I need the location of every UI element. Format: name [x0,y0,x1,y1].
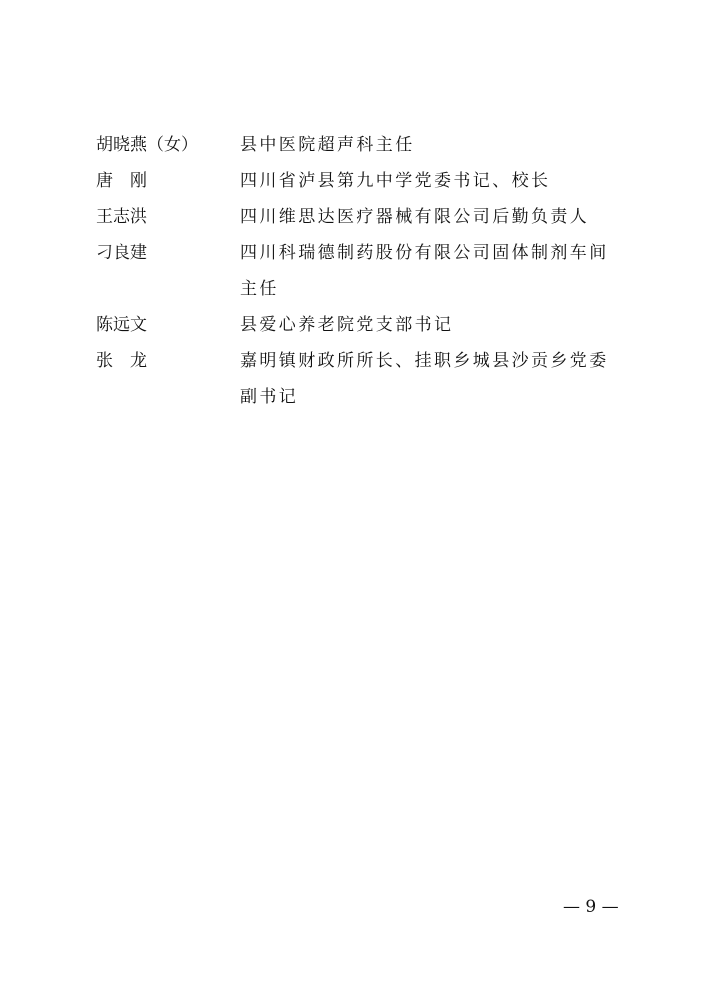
list-item [96,163,626,199]
member-name: 唐 刚 [96,171,147,191]
list-item [96,235,626,307]
list-item [96,307,626,343]
member-name: 胡晓燕（女） [96,135,198,155]
page-number: — 9 — [563,897,619,917]
member-title: 四川维思达医疗器械有限公司后勤负责人 [240,207,590,227]
member-name: 陈远文 [96,315,147,335]
member-title: 嘉明镇财政所所长、挂职乡城县沙贡乡党委副书记 [240,351,609,407]
list-item [96,343,626,415]
member-name: 刁良建 [96,243,147,263]
list-item [96,199,626,235]
member-list [96,127,626,415]
member-title: 县爱心养老院党支部书记 [240,315,454,335]
member-title: 县中医院超声科主任 [240,135,415,155]
list-item [96,127,626,163]
member-title: 四川省泸县第九中学党委书记、校长 [240,171,551,191]
member-name: 张 龙 [96,351,147,371]
member-name: 王志洪 [96,207,147,227]
member-title: 四川科瑞德制药股份有限公司固体制剂车间主任 [240,243,609,299]
